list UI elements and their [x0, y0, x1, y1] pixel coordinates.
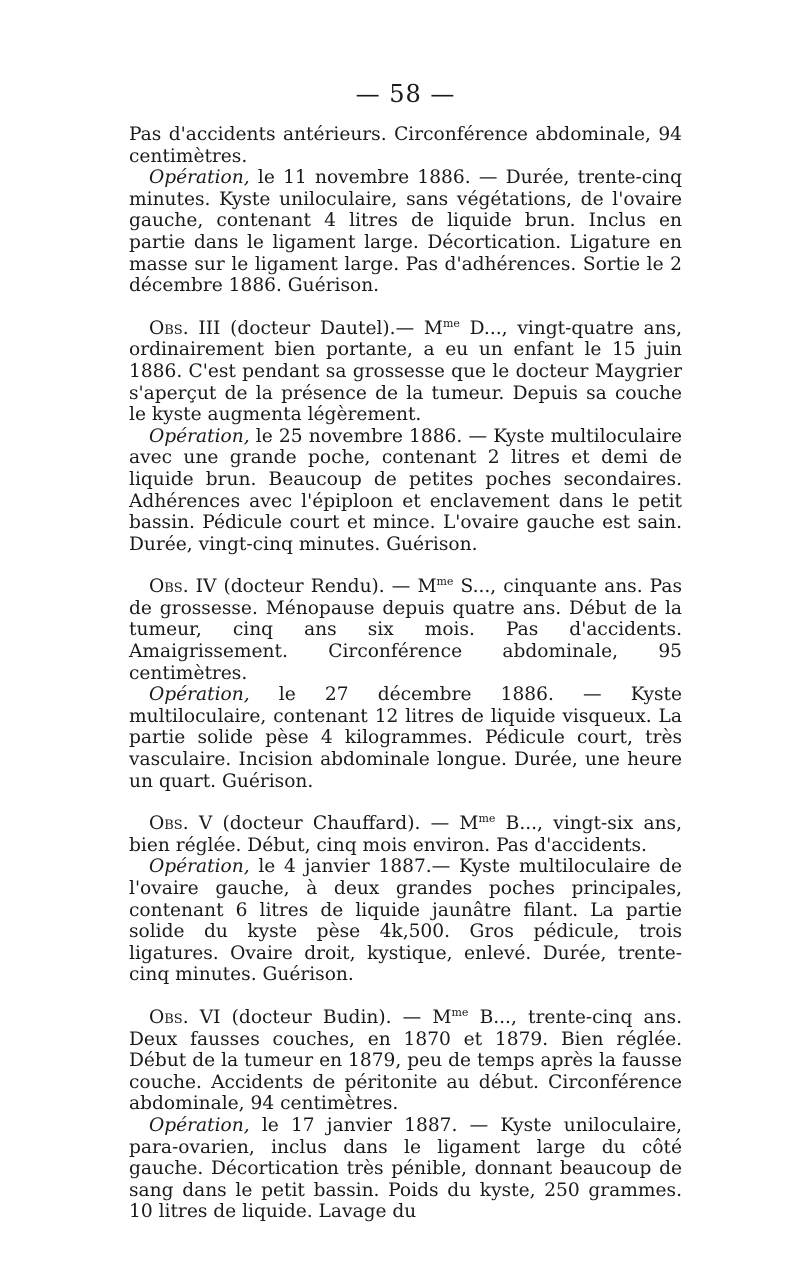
- paragraph-text: B..., trente-cinq ans. Deux fausses couches, en 1870 et 1879. Bien réglée. Début de la tumeur en 1879, peu de temps après la fausse couche. Accidents de péritonite au début. Circonférence abdominale, 94 centimètres.: [129, 1006, 682, 1115]
- title-superscript: me: [442, 316, 460, 330]
- title-superscript: me: [451, 1005, 469, 1019]
- observation-doctor: (docteur Rendu). — M: [216, 576, 437, 598]
- observation-number: Obs. IV: [149, 576, 217, 598]
- paragraph-observation-6: [129, 1007, 682, 1115]
- paragraph-text: le 25 novembre 1886. — Kyste multiloculaire avec une grande poche, contenant 2 litres et demi de liquide brun. Beaucoup de petites poches secondaires. Adhérences avec l'épiploon et enclavement dans le petit bassin. Pédicule court et mince. L'ovaire gauche est sain. Durée, vingt-cinq minutes. Guérison.: [129, 425, 682, 555]
- operation-lead: Opération,: [149, 684, 250, 706]
- operation-lead: Opération,: [149, 1114, 250, 1136]
- paragraph-text: D..., vingt-quatre ans, ordinairement bien portante, a eu un enfant le 15 juin 1886. C'est pendant sa grossesse que le docteur Maygrier s'aperçut de la présence de la tumeur. Depuis sa couche le kyste augmenta légèrement.: [129, 317, 682, 426]
- paragraph-text: le 27 décembre 1886. — Kyste multiloculaire, contenant 12 litres de liquide visqueux. La partie solide pèse 4 kilogrammes. Pédicule court, très vasculaire. Incision abdominale longue. Durée, une heure un quart. Guérison.: [129, 684, 682, 792]
- page-number: — 58 —: [355, 80, 456, 108]
- paragraph-operation: [129, 426, 682, 556]
- title-superscript: me: [436, 575, 454, 589]
- observation-doctor: (docteur Dautel).— M: [220, 317, 443, 339]
- paragraph-text: B..., vingt-six ans, bien réglée. Début, cinq mois environ. Pas d'accidents.: [129, 813, 682, 856]
- observation-doctor: (docteur Budin). — M: [220, 1006, 452, 1028]
- paragraph-operation: [129, 1115, 682, 1223]
- title-superscript: me: [478, 812, 496, 826]
- paragraph-operation: [129, 856, 682, 986]
- paragraph-observation-5: [129, 813, 682, 856]
- paragraph-operation: [129, 167, 682, 297]
- paragraph-observation-4: [129, 576, 682, 684]
- paragraph-operation: [129, 684, 682, 792]
- paragraph-text: Pas d'accidents antérieurs. Circonférence abdominale, 94 centimètres.: [129, 124, 682, 167]
- observation-number: Obs. III: [149, 317, 221, 339]
- paragraph-observation-3: [129, 318, 682, 426]
- operation-lead: Opération,: [149, 167, 250, 189]
- paragraph-text: le 17 janvier 1887. — Kyste uniloculaire, para-ovarien, inclus dans le ligament large du côté gauche. Décortication très pénible, donnant beaucoup de sang dans le petit bassin. Poids du kyste, 250 grammes. 10 litres de liquide. Lavage du: [129, 1114, 682, 1223]
- observation-number: Obs. V: [149, 813, 213, 835]
- operation-lead: Opération,: [149, 425, 250, 447]
- observation-number: Obs. VI: [149, 1006, 221, 1028]
- observation-doctor: (docteur Chauffard). — M: [212, 813, 479, 835]
- paragraph-continuation: [129, 124, 682, 167]
- paragraph-text: S..., cinquante ans. Pas de grossesse. Ménopause depuis quatre ans. Début de la tumeur, cinq ans six mois. Pas d'accidents. Amaigrissement. Circonférence abdominale, 95 centimètres.: [129, 576, 682, 684]
- operation-lead: Opération,: [149, 856, 250, 878]
- paragraph-text: le 11 novembre 1886. — Durée, trente-cinq minutes. Kyste uniloculaire, sans végétations, de l'ovaire gauche, contenant 4 litres de liquide brun. Inclus en partie dans le ligament large. Décortication. Ligature en masse sur le ligament large. Pas d'adhérences. Sortie le 2 décembre 1886. Guérison.: [129, 167, 682, 297]
- paragraph-text: le 4 janvier 1887.— Kyste multiloculaire de l'ovaire gauche, à deux grandes poches principales, contenant 6 litres de liquide jaunâtre filant. La partie solide du kyste pèse 4k,500. Gros pédicule, trois ligatures. Ovaire droit, kystique, enlevé. Durée, trente-cinq minutes. Guérison.: [129, 856, 682, 986]
